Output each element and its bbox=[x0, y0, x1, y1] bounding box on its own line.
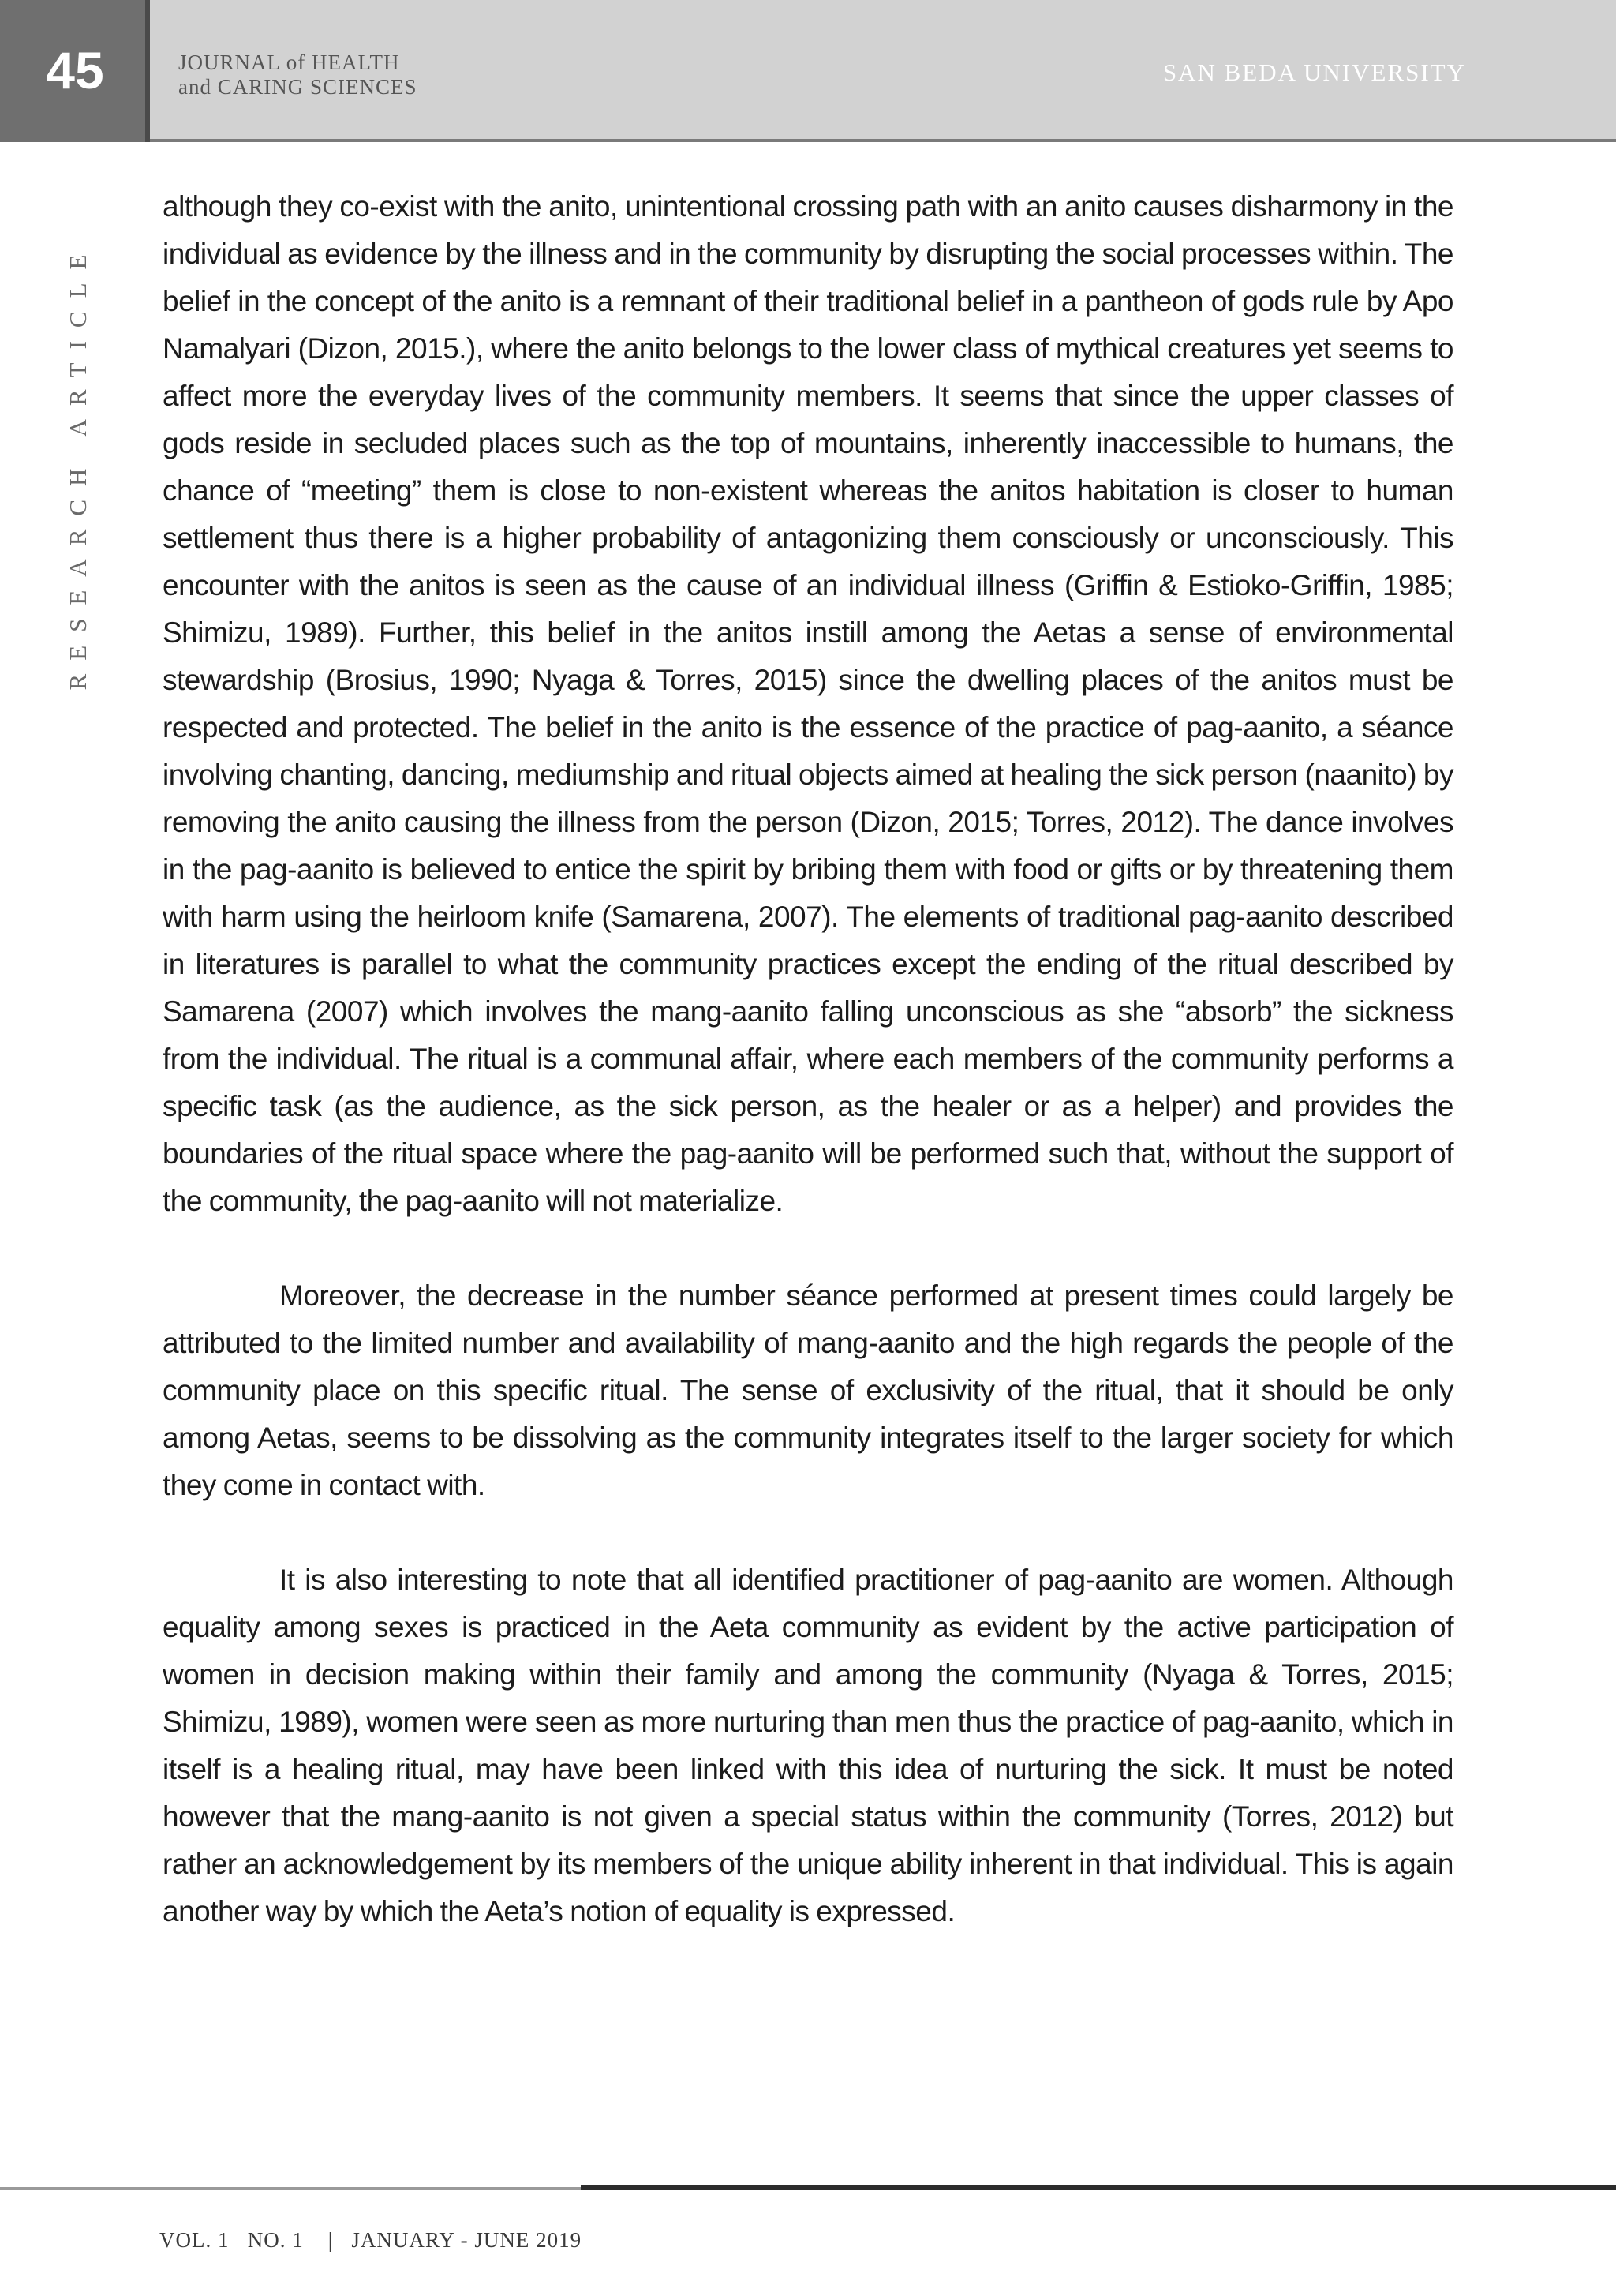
paragraph-1: although they co-exist with the anito, unintentional crossing path with an anito causes disharmony in the individual as evidence by the illness and in the community by disrupting the social processes within. The belief in the concept of the anito is a remnant of their traditional belief in a pantheon of gods rule by Apo Namalyari (Dizon, 2015.), where the anito belongs to the lower class of mythical creatures yet seems to affect more the everyday lives of the community members. It seems that since the upper classes of gods reside in secluded places such as the top of mountains, inherently inaccessible to humans, the chance of “meeting” them is close to non-existent whereas the anitos habitation is closer to human settlement thus there is a higher probability of antagonizing them consciously or unconsciously. This encounter with the anitos is seen as the cause of an individual illness (Griffin & Estioko-Griffin, 1985; Shimizu, 1989). Further, this belief in the anitos instill among the Aetas a sense of environmental stewardship (Brosius, 1990; Nyaga & Torres, 2015) since the dwelling places of the anitos must be respected and protected. The belief in the anito is the essence of the practice of pag-aanito, a séance involving chanting, dancing, mediumship and ritual objects aimed at healing the sick person (naanito) by removing the anito causing the illness from the person (Dizon, 2015; Torres, 2012). The dance involves in the pag-aanito is believed to entice the spirit by bribing them with food or gifts or by threatening them with harm using the heirloom knife (Samarena, 2007). The elements of traditional pag-aanito described in literatures is parallel to what the community practices except the ending of the ritual described by Samarena (2007) which involves the mang-aanito falling unconscious as she “absorb” the sickness from the individual. The ritual is a communal affair, where each members of the community performs a specific task (as the audience, as the sick person, as the healer or as a helper) and provides the boundaries of the ritual space where the pag-aanito will be performed such that, without the support of the community, the pag-aanito will not materialize. bbox=[163, 190, 1453, 1217]
paragraph-2: Moreover, the decrease in the number séance performed at present times could largely be attributed to the limited number and availability of mang-aanito and the high regards the people of the community place on this specific ritual. The sense of exclusivity of the ritual, that it should be only among Aetas, seems to be dissolving as the community integrates itself to the larger society for which they come in contact with. bbox=[163, 1279, 1453, 1501]
header-divider bbox=[0, 139, 1616, 142]
page-number-box bbox=[0, 0, 150, 142]
paragraph-3: It is also interesting to note that all identified practitioner of pag-aanito are women. Although equality among sexes is practiced in the Aeta community as evident by the active participation of women in decision making within their family and among the community (Nyaga & Torres, 2015; Shimizu, 1989), women were seen as more nurturing than men thus the practice of pag-aanito, which in itself is a healing ritual, may have been linked with this idea of nurturing the sick. It must be noted however that the mang-aanito is not given a special status within the community (Torres, 2012) but rather an acknowledgement by its members of the unique ability inherent in that individual. This is again another way by which the Aeta’s notion of equality is expressed. bbox=[163, 1564, 1453, 1927]
journal-title-line-1: JOURNAL of HEALTH bbox=[178, 51, 400, 74]
footer-divider-thick bbox=[581, 2185, 1616, 2190]
footer-divider-thin bbox=[0, 2187, 581, 2190]
journal-title bbox=[178, 51, 417, 99]
journal-title-line-2: and CARING SCIENCES bbox=[178, 75, 417, 99]
article-body bbox=[163, 183, 1453, 1935]
university-name: SAN BEDA UNIVERSITY bbox=[1162, 58, 1466, 86]
page-number: 45 bbox=[46, 41, 104, 99]
footer-issue-info: VOL. 1 NO. 1 | JANUARY - JUNE 2019 bbox=[159, 2228, 582, 2252]
side-label: RESEARCH ARTICLE bbox=[64, 241, 92, 691]
